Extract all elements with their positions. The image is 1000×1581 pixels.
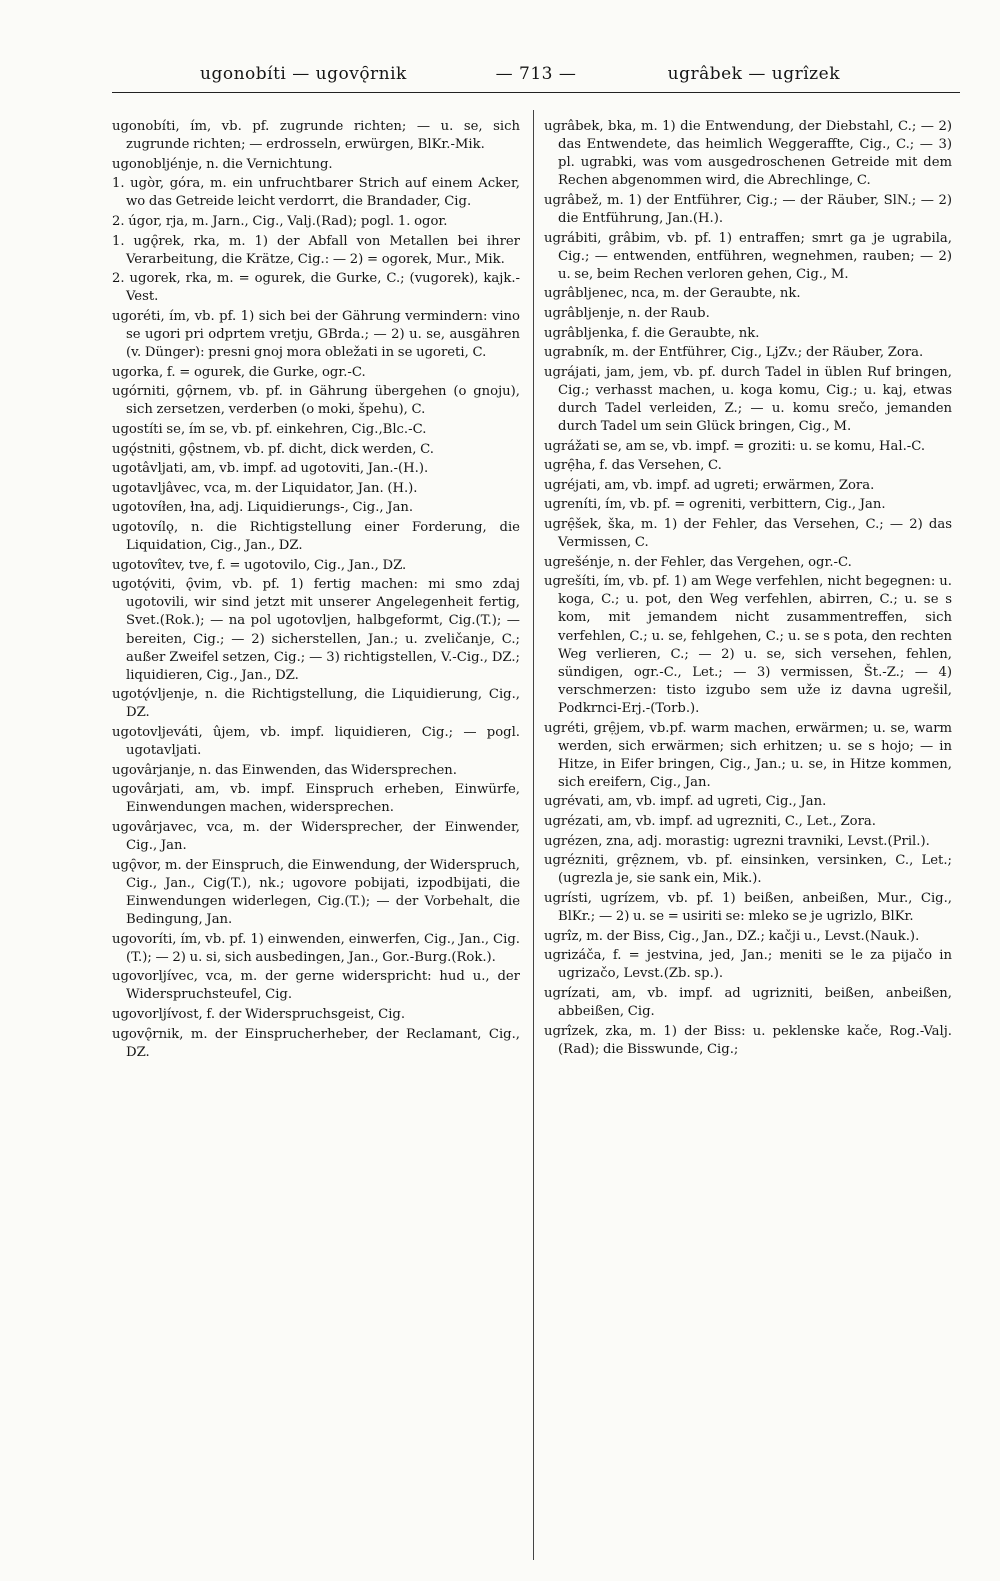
dictionary-entry: ugrâbek, bka, m. 1) die Entwendung, der Diebstahl, C.; — 2) das Entwendete, das heimlich Weggeraffte, Cig., C.; — 3) pl. ugrabki, was vom ausgedroschenen Getreide mit dem Rechen abgenommen wird, die Abrechlinge, C. (544, 119, 952, 189)
dictionary-entry: ugovorljívost, f. der Widerspruchsgeist, Cig. (112, 1006, 406, 1022)
dictionary-entry: ugotavljâvec, vca, m. der Liquidator, Jan. (H.). (112, 480, 418, 496)
dictionary-entry: 2. úgor, rja, m. Jarn., Cig., Valj.(Rad); pogl. 1. ogor. (112, 213, 448, 229)
dictionary-entry: ugrâbljenka, f. die Geraubte, nk. (544, 325, 760, 341)
dictionary-entry: ugrézen, zna, adj. morastig: ugrezni travniki, Levst.(Pril.). (544, 833, 930, 849)
dictionary-entry: 1. ugǫ̑rek, rka, m. 1) der Abfall von Metallen bei ihrer Verarbeitung, die Krätze, Cig.: — 2) = ogorek, Mur., Mik. (112, 233, 520, 267)
dictionary-entry: ugorka, f. = ogurek, die Gurke, ogr.-C. (112, 364, 366, 380)
dictionary-entry: ugrešénje, n. der Fehler, das Vergehen, ogr.-C. (544, 554, 852, 570)
dictionary-entry: ugreníti, ím, vb. pf. = ogreniti, verbittern, Cig., Jan. (544, 497, 886, 513)
dictionary-entry: ugrîzek, zka, m. 1) der Biss: u. peklenske kače, Rog.-Valj.(Rad); die Bisswunde, Cig.; (544, 1023, 952, 1057)
dictionary-entry: ugréti, grẹ̑jem, vb.pf. warm machen, erwärmen; u. se, warm werden, sich erwärmen; sich erhitzen; u. se s hojo; — in Hitze, in Eifer bringen, Cig., Jan.; u. se, in Hitze kommen, sich ereifern, Cig., Jan. (544, 720, 952, 790)
dictionary-entry: ugovârjanje, n. das Einwenden, das Widersprechen. (112, 762, 457, 778)
dictionary-entry: ugrizáča, f. = jestvina, jed, Jan.; meniti se le za pijačo in ugrizačo, Levst.(Zb. sp.). (544, 948, 952, 982)
dictionary-entry: ugréjati, am, vb. impf. ad ugreti; erwärmen, Zora. (544, 477, 875, 493)
dictionary-entry: ugrájati, jam, jem, vb. pf. durch Tadel in üblen Ruf bringen, Cig.; verhasst machen, u. koga komu, Cig.; u. kaj, etwas durch Tadel verleiden, Z.; — u. komu srečo, jemanden durch Tadel um sein Glück bringen, Cig., M. (544, 364, 952, 434)
left-column (112, 118, 520, 1558)
dictionary-entry: ugrẹ̑šek, ška, m. 1) der Fehler, das Versehen, C.; — 2) das Vermissen, C. (544, 516, 952, 551)
dictionary-entry: ugonobíti, ím, vb. pf. zugrunde richten; — u. se, sich zugrunde richten; — erdrosseln, erwürgen, BlKr.-Mik. (112, 119, 520, 153)
dictionary-entry: ugonobljénje, n. die Vernichtung. (112, 156, 333, 172)
dictionary-entry: ugovǫ̑rnik, m. der Einsprucherheber, der Reclamant, Cig., DZ. (112, 1026, 520, 1060)
dictionary-entry: ugotǫ́vljenje, n. die Richtigstellung, die Liquidierung, Cig., DZ. (112, 687, 520, 721)
dictionary-entry: ugovoríti, ím, vb. pf. 1) einwenden, einwerfen, Cig., Jan., Cig.(T.); — 2) u. si, sich ausbedingen, Jan., Gor.-Burg.(Rok.). (112, 931, 520, 965)
dictionary-entry: ugotovljeváti, ûjem, vb. impf. liquidieren, Cig.; — pogl. ugotavljati. (112, 725, 520, 759)
dictionary-entry: 2. ugorek, rka, m. = ogurek, die Gurke, C.; (vugorek), kajk.-Vest. (112, 271, 520, 305)
dictionary-entry: ugrâbljenje, n. der Raub. (544, 305, 710, 321)
header-rule (112, 92, 960, 93)
dictionary-entry: ugrísti, ugrízem, vb. pf. 1) beißen, anbeißen, Mur., Cig., BlKr.; — 2) u. se = usiriti se: mleko se je ugrizlo, BlKr. (544, 890, 952, 924)
dictionary-entry: ugrẹ̑ha, f. das Versehen, C. (544, 458, 722, 474)
dictionary-entry: ugrešíti, ím, vb. pf. 1) am Wege verfehlen, nicht begegnen: u. koga, C.; u. pot, den Weg verfehlen, abirren, C.; u. se s kom, mit jemandem nicht zusammentreffen, sich verfehlen, C.; u. se, fehlgehen, C.; u. se s pota, den rechten Weg verlieren, C.; — 2) u. se, sich versehen, fehlen, sündigen, ogr.-C., Let.; — 3) vermissen, Št.-Z.; — 4) verschmerzen: tisto izgubo sem uže iz davna ugrešil, Podkrnci-Erj.-(Torb.). (544, 574, 952, 716)
page-number: — 713 — (495, 64, 577, 84)
dictionary-entry: ugrážati se, am se, vb. impf. = groziti: u. se komu, Hal.-C. (544, 438, 926, 454)
dictionary-entry: ugoréti, ím, vb. pf. 1) sich bei der Gährung vermindern: vino se ugori pri odprtem vretju, GBrda.; — 2) u. se, ausgähren (v. Dünger): presni gnoj mora obležati in se ugoreti, C. (112, 308, 520, 361)
dictionary-entry: ugrézniti, grẹ̑znem, vb. pf. einsinken, versinken, C., Let.; (ugrezla je, sie sank ein, Mik.). (544, 853, 952, 887)
header-right-guide-words: ugrâbek — ugrîzek (667, 64, 840, 84)
dictionary-entry: ugǫ́stniti, gǫ̑stnem, vb. pf. dicht, dick werden, C. (112, 441, 434, 457)
dictionary-entry: ugotovílǫ, n. die Richtigstellung einer Forderung, die Liquidation, Cig., Jan., DZ. (112, 519, 520, 554)
dictionary-entry: ugotǫ́viti, ǫ̑vim, vb. pf. 1) fertig machen: mi smo zdaj ugotovili, wir sind jetzt mit unserer Angelegenheit fertig, Svet.(Rok.); — na pol ugotovljen, halbgeformt, Cig.(T.); — bereiten, Cig.; — 2) sicherstellen, Jan.; u. zveličanje, C.; außer Zweifel setzen, Cig.; — 3) richtigstellen, V.-Cig., DZ.; liquidieren, Cig., Jan., DZ. (112, 577, 520, 683)
dictionary-entry: ugǫ̑vor, m. der Einspruch, die Einwendung, der Widerspruch, Cig., Jan., Cig(T.), nk.; ugovore pobijati, izpodbijati, die Einwendungen widerlegen, Cig.(T.); — der Vorbehalt, die Bedingung, Jan. (112, 857, 520, 927)
dictionary-entry: ugotovíłen, łna, adj. Liquidierungs-, Cig., Jan. (112, 500, 414, 516)
dictionary-entry: ugrâbež, m. 1) der Entführer, Cig.; — der Räuber, SlN.; — 2) die Entführung, Jan.(H.). (544, 192, 952, 226)
dictionary-entry: ugrabník, m. der Entführer, Cig., LjZv.; der Räuber, Zora. (544, 345, 924, 361)
dictionary-entry: ugotâvljati, am, vb. impf. ad ugotoviti, Jan.-(H.). (112, 461, 429, 477)
dictionary-entry: ugostíti se, ím se, vb. pf. einkehren, Cig.,Blc.-C. (112, 422, 427, 437)
dictionary-entry: 1. ugòr, góra, m. ein unfruchtbarer Strich auf einem Acker, wo das Getreide leicht verdorrt, die Brandader, Cig. (112, 176, 520, 210)
column-divider (533, 110, 534, 1560)
dictionary-entry: ugrézati, am, vb. impf. ad ugrezniti, C., Let., Zora. (544, 813, 876, 829)
dictionary-entry: ugrízati, am, vb. impf. ad ugrizniti, beißen, anbeißen, abbeißen, Cig. (544, 985, 952, 1019)
right-column (544, 118, 952, 1558)
dictionary-entry: ugovârjati, am, vb. impf. Einspruch erheben, Einwürfe, Einwendungen machen, widersprechen. (112, 782, 520, 816)
dictionary-entry: ugovorljívec, vca, m. der gerne widerspricht: hud u., der Widerspruchsteufel, Cig. (112, 969, 520, 1003)
dictionary-entry: ugórniti, gǫ̑rnem, vb. pf. in Gährung übergehen (o gnoju), sich zersetzen, verderben (o moki, špehu), C. (112, 384, 520, 418)
header-left-guide-words: ugonobíti — ugovǫ̑rnik (200, 64, 407, 84)
dictionary-entry: ugrîz, m. der Biss, Cig., Jan., DZ.; kačji u., Levst.(Nauk.). (544, 928, 920, 944)
dictionary-entry: ugovârjavec, vca, m. der Widersprecher, der Einwender, Cig., Jan. (112, 819, 520, 854)
dictionary-entry: ugrévati, am, vb. impf. ad ugreti, Cig., Jan. (544, 794, 827, 810)
dictionary-entry: ugotovîtev, tve, f. = ugotovilo, Cig., Jan., DZ. (112, 557, 407, 573)
dictionary-entry: ugrábiti, grâbim, vb. pf. 1) entraffen; smrt ga je ugrabila, Cig.; — entwenden, entführen, wegnehmen, rauben; — 2) u. se, beim Rechen verloren gehen, Cig., M. (544, 230, 952, 282)
page-header (112, 58, 960, 90)
dictionary-entry: ugrâbljenec, nca, m. der Geraubte, nk. (544, 286, 801, 302)
